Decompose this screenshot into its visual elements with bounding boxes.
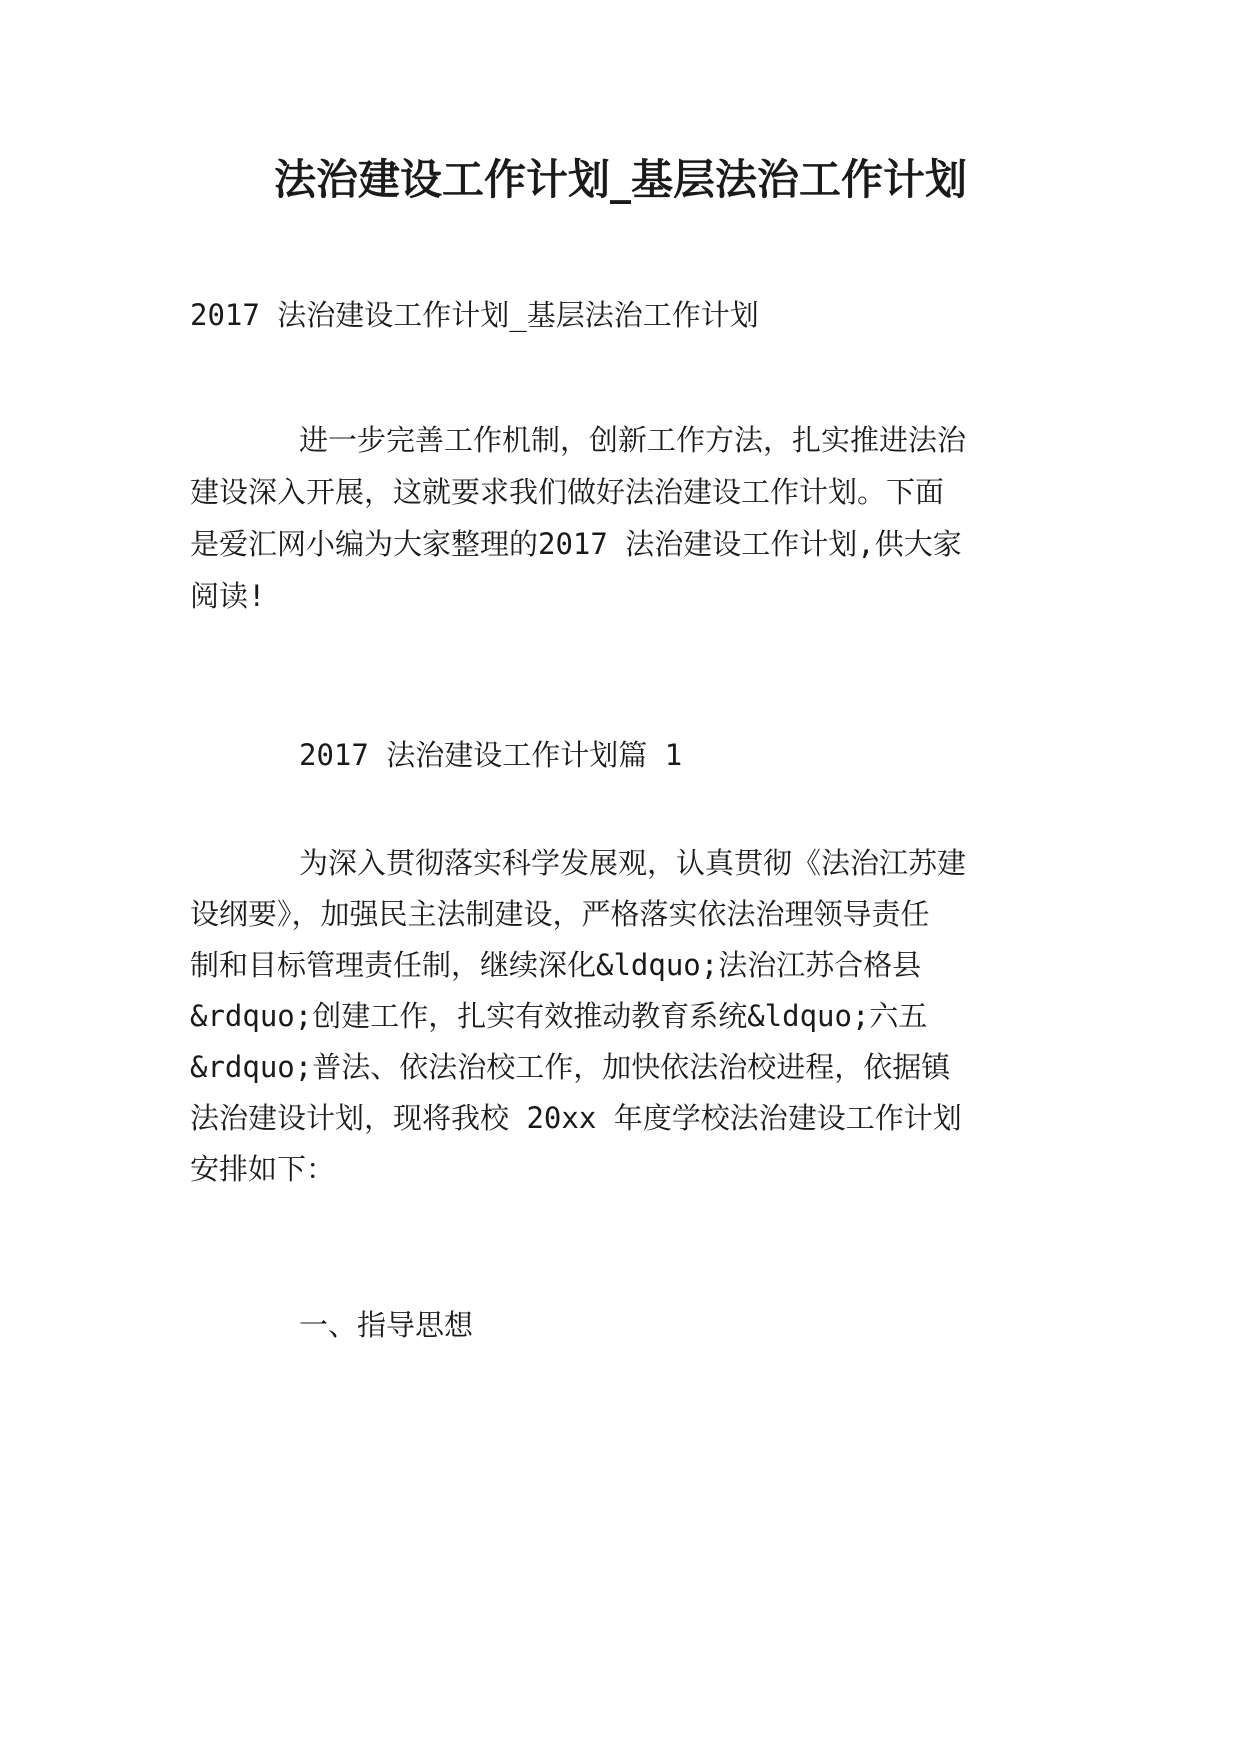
document-title: 法治建设工作计划_基层法治工作计划 xyxy=(273,155,967,204)
body-line-7: 安排如下： xyxy=(190,1152,336,1186)
intro-line-3: 是爱汇网小编为大家整理的2017 法治建设工作计划,供大家 xyxy=(190,527,962,561)
body-line-2: 设纲要》，加强民主法制建设，严格落实依法治理领导责任 xyxy=(190,897,930,931)
body-line-1: 为深入贯彻落实科学发展观，认真贯彻《法治江苏建 xyxy=(299,846,967,880)
body-line-5: &rdquo;普法、依法治校工作，加快依法治校进程，依据镇 xyxy=(190,1050,951,1084)
section-heading: 2017 法治建设工作计划篇 1 xyxy=(299,738,683,772)
document-subtitle: 2017 法治建设工作计划_基层法治工作计划 xyxy=(190,298,759,332)
subheading-guiding-ideology: 一、指导思想 xyxy=(299,1308,474,1342)
intro-line-2: 建设深入开展，这就要求我们做好法治建设工作计划。下面 xyxy=(190,475,945,509)
intro-line-1: 进一步完善工作机制，创新工作方法，扎实推进法治 xyxy=(299,423,967,457)
body-line-4: &rdquo;创建工作，扎实有效推动教育系统&ldquo;六五 xyxy=(190,999,928,1033)
body-line-6: 法治建设计划，现将我校 20xx 年度学校法治建设工作计划 xyxy=(190,1101,962,1135)
body-line-3: 制和目标管理责任制，继续深化&ldquo;法治江苏合格县 xyxy=(190,948,922,982)
intro-line-4: 阅读! xyxy=(190,579,266,613)
